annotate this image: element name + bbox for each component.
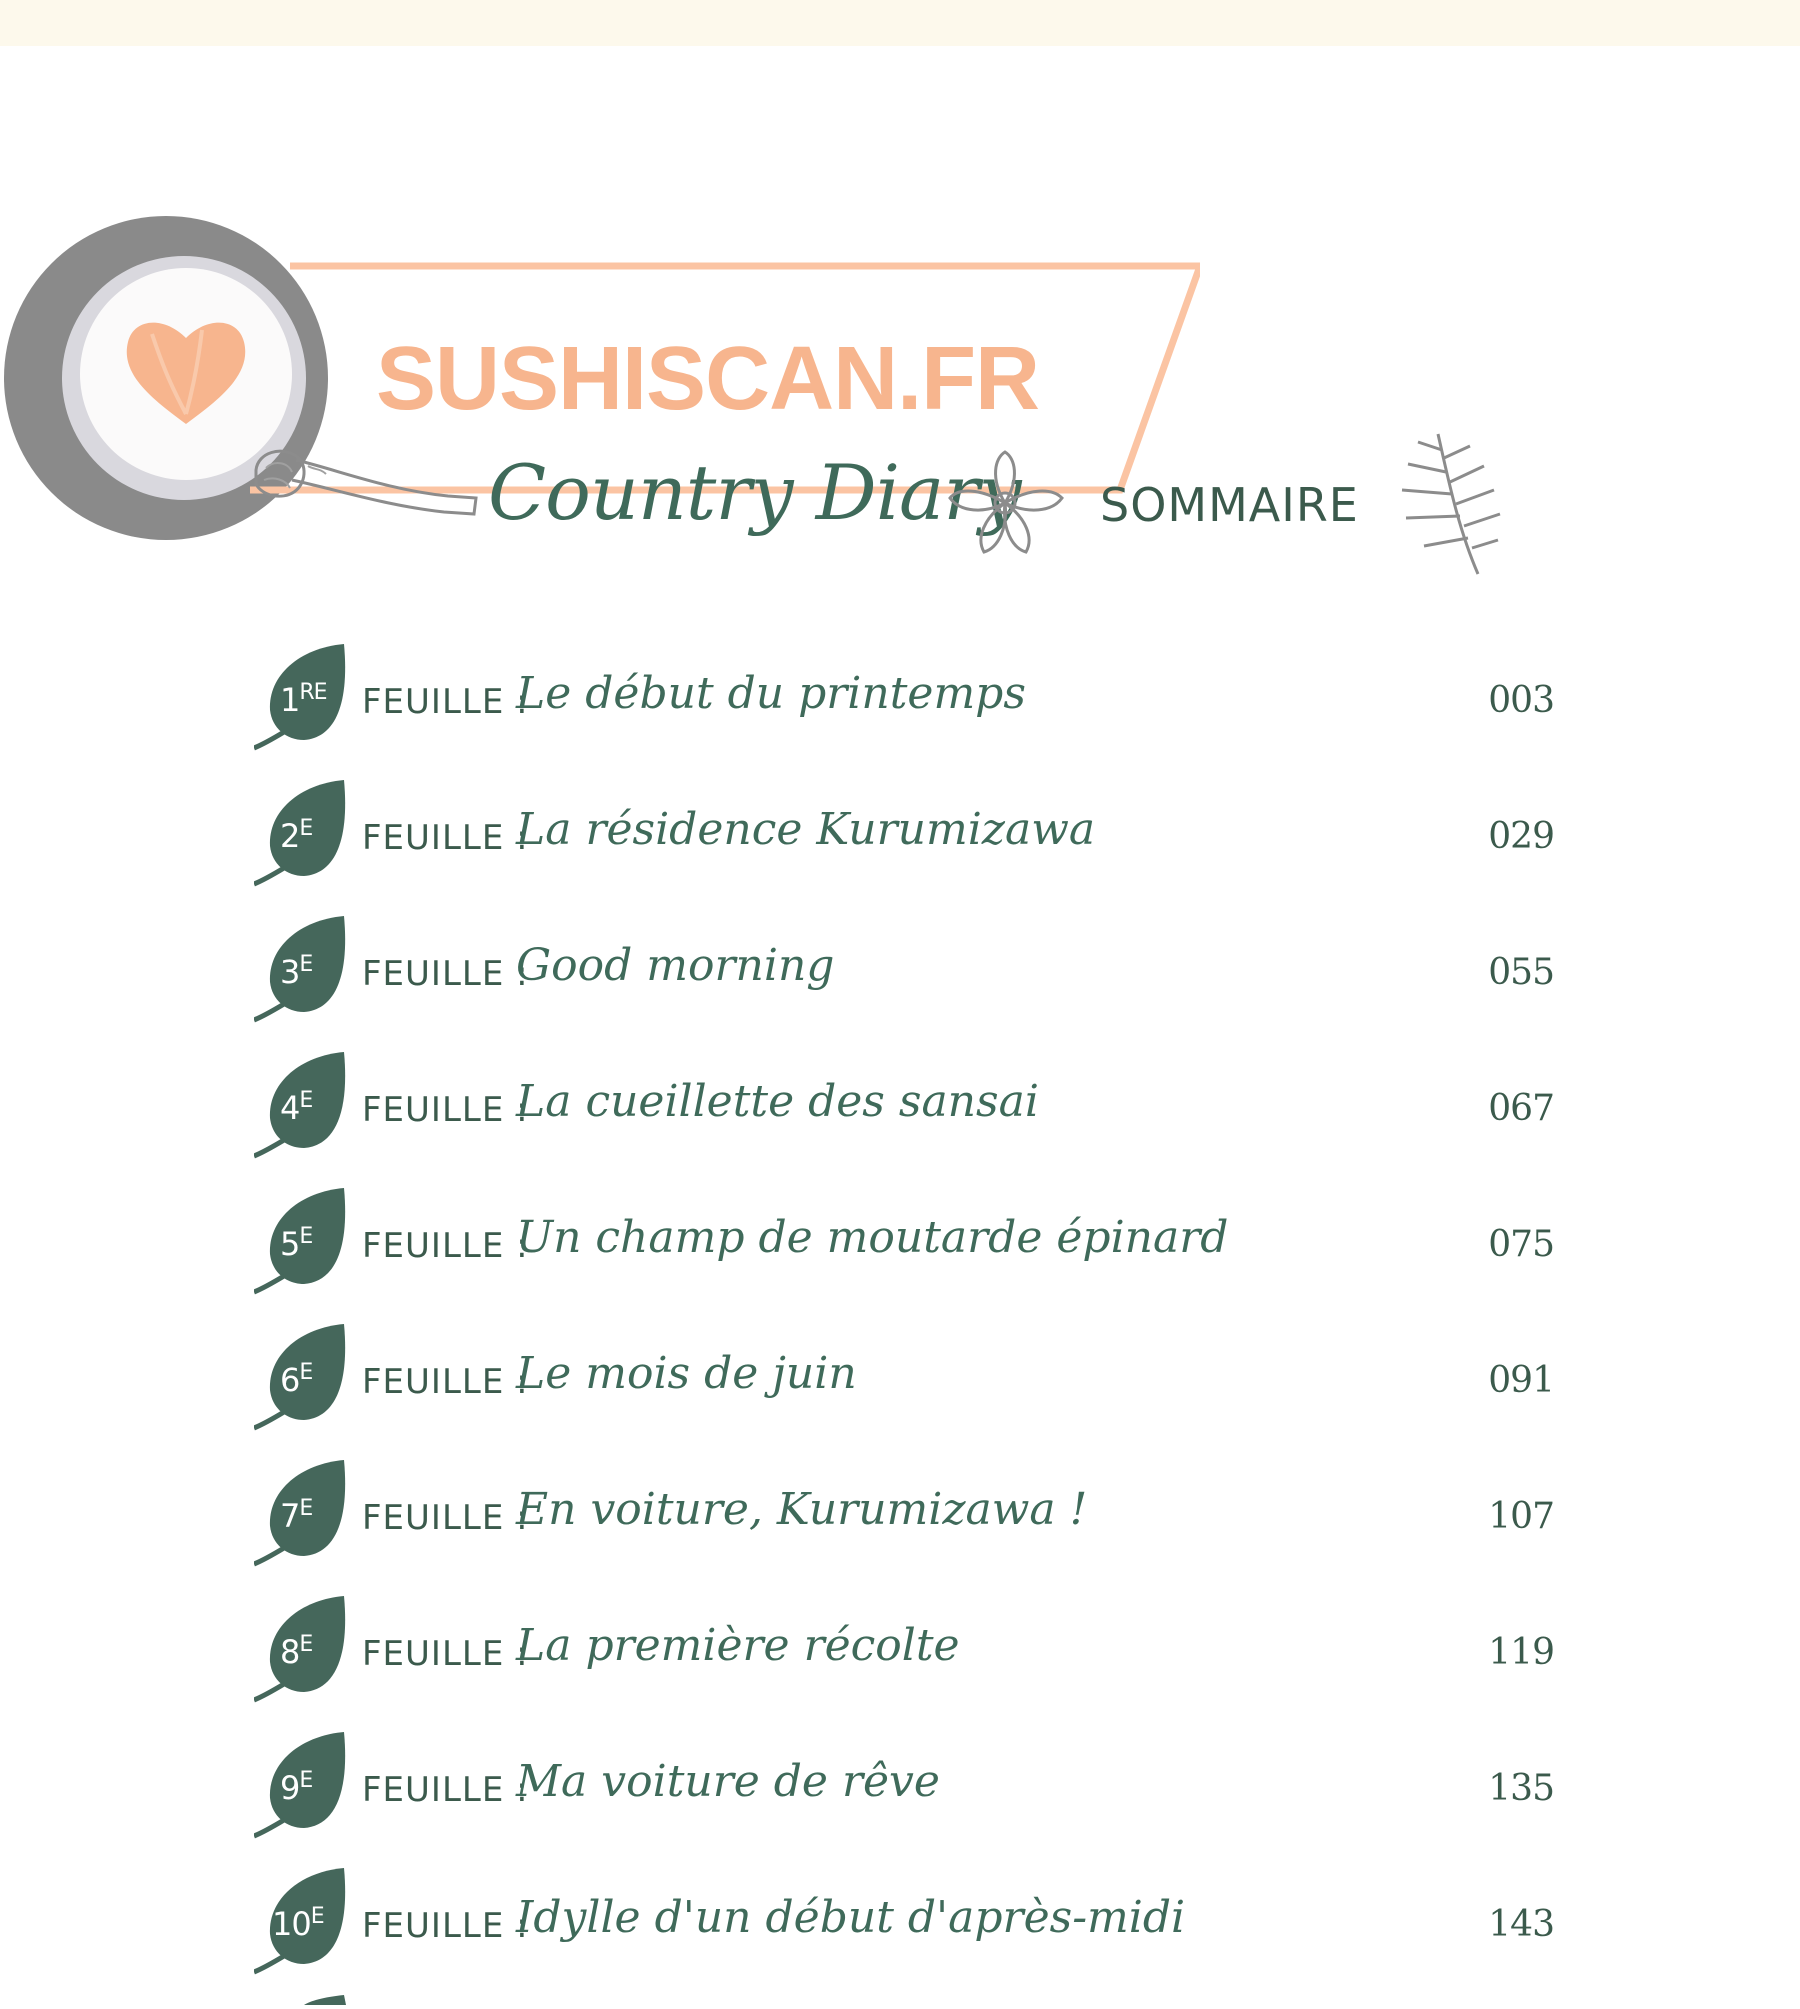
chapter-title: Le mois de juin — [516, 1348, 857, 1399]
chapter-number: 7 — [280, 1497, 300, 1535]
leaf-icon — [254, 1048, 354, 1160]
feuille-label: FEUILLE : — [362, 1498, 529, 1538]
toc-row[interactable] — [254, 1184, 1554, 1304]
feuille-label: FEUILLE : — [362, 1634, 529, 1674]
chapter-number-suffix: E — [299, 1496, 313, 1521]
chapter-title: En voiture, Kurumizawa ! — [516, 1484, 1088, 1535]
page-number: 055 — [1488, 952, 1554, 993]
toc-row[interactable] — [254, 1864, 1554, 1984]
chapter-title: La cueillette des sansai — [516, 1076, 1039, 1127]
chapter-number-suffix: E — [299, 1632, 313, 1657]
page-number: 003 — [1488, 680, 1554, 721]
watermark-text: SUSHISCAN.FR — [376, 329, 1040, 429]
feuille-label: FEUILLE : — [362, 1090, 529, 1130]
chapter-title: Good morning — [516, 940, 835, 991]
feuille-label: FEUILLE : — [362, 682, 529, 722]
chapter-title: Idylle d'un début d'après-midi — [516, 1892, 1186, 1943]
chapter-title: Le début du printemps — [516, 668, 1026, 719]
toc-row[interactable] — [254, 1320, 1554, 1440]
feuille-label: FEUILLE : — [362, 818, 529, 858]
leaf-icon — [254, 1184, 354, 1296]
toc-row[interactable] — [254, 640, 1554, 760]
toc-row[interactable] — [254, 912, 1554, 1032]
next-leaf-cutoff — [254, 1990, 354, 2000]
chapter-title: Un champ de moutarde épinard — [516, 1212, 1229, 1263]
chapter-number-suffix: E — [299, 1088, 313, 1113]
chapter-number: 9 — [280, 1769, 300, 1807]
toc-row[interactable] — [254, 1048, 1554, 1168]
chapter-number: 4 — [280, 1089, 300, 1127]
page-number: 067 — [1488, 1088, 1554, 1129]
leaf-icon — [254, 912, 354, 1024]
feuille-label: FEUILLE : — [362, 1362, 529, 1402]
chapter-number: 2 — [280, 817, 300, 855]
chapter-number-suffix: E — [299, 952, 313, 977]
chapter-title: La résidence Kurumizawa — [516, 804, 1096, 855]
toc-row[interactable] — [254, 1728, 1554, 1848]
leaf-icon — [254, 1592, 354, 1704]
page-number: 075 — [1488, 1224, 1554, 1265]
chapter-number: 6 — [280, 1361, 300, 1399]
chapter-title: Ma voiture de rêve — [516, 1756, 940, 1807]
chapter-title: La première récolte — [516, 1620, 960, 1671]
fern-illustration — [1378, 428, 1518, 578]
leaf-icon — [254, 640, 354, 752]
page-number: 143 — [1488, 1904, 1554, 1945]
flower-illustration — [940, 448, 1070, 558]
toc-row[interactable] — [254, 776, 1554, 896]
chapter-number-suffix: E — [299, 1768, 313, 1793]
chapter-number-suffix: E — [299, 1360, 313, 1385]
page-number: 029 — [1488, 816, 1554, 857]
leaf-icon — [254, 1320, 354, 1432]
chapter-number: 1 — [280, 681, 300, 719]
feuille-label: FEUILLE : — [362, 1770, 529, 1810]
top-band — [0, 0, 1800, 46]
page-number: 119 — [1488, 1632, 1554, 1673]
chapter-number-suffix: E — [299, 1224, 313, 1249]
mushroom-illustration — [248, 440, 478, 530]
leaf-icon — [254, 1864, 354, 1976]
sommaire-heading: SOMMAIRE — [1100, 478, 1359, 532]
leaf-icon — [254, 1728, 354, 1840]
feuille-label: FEUILLE : — [362, 1226, 529, 1266]
chapter-number-suffix: RE — [299, 680, 327, 705]
book-title: Country Diary — [488, 448, 1021, 537]
chapter-number: 10 — [272, 1905, 311, 1943]
feuille-label: FEUILLE : — [362, 954, 529, 994]
leaf-icon — [254, 776, 354, 888]
chapter-number-suffix: E — [299, 816, 313, 841]
feuille-label: FEUILLE : — [362, 1906, 529, 1946]
chapter-number: 8 — [280, 1633, 300, 1671]
toc-row[interactable] — [254, 1456, 1554, 1576]
chapter-number: 3 — [280, 953, 300, 991]
page-number: 135 — [1488, 1768, 1554, 1809]
chapter-number: 5 — [280, 1225, 300, 1263]
page-number: 107 — [1488, 1496, 1554, 1537]
chapter-number-suffix: E — [310, 1904, 324, 1929]
toc-row[interactable] — [254, 1592, 1554, 1712]
page-number: 091 — [1488, 1360, 1554, 1401]
leaf-icon — [254, 1456, 354, 1568]
